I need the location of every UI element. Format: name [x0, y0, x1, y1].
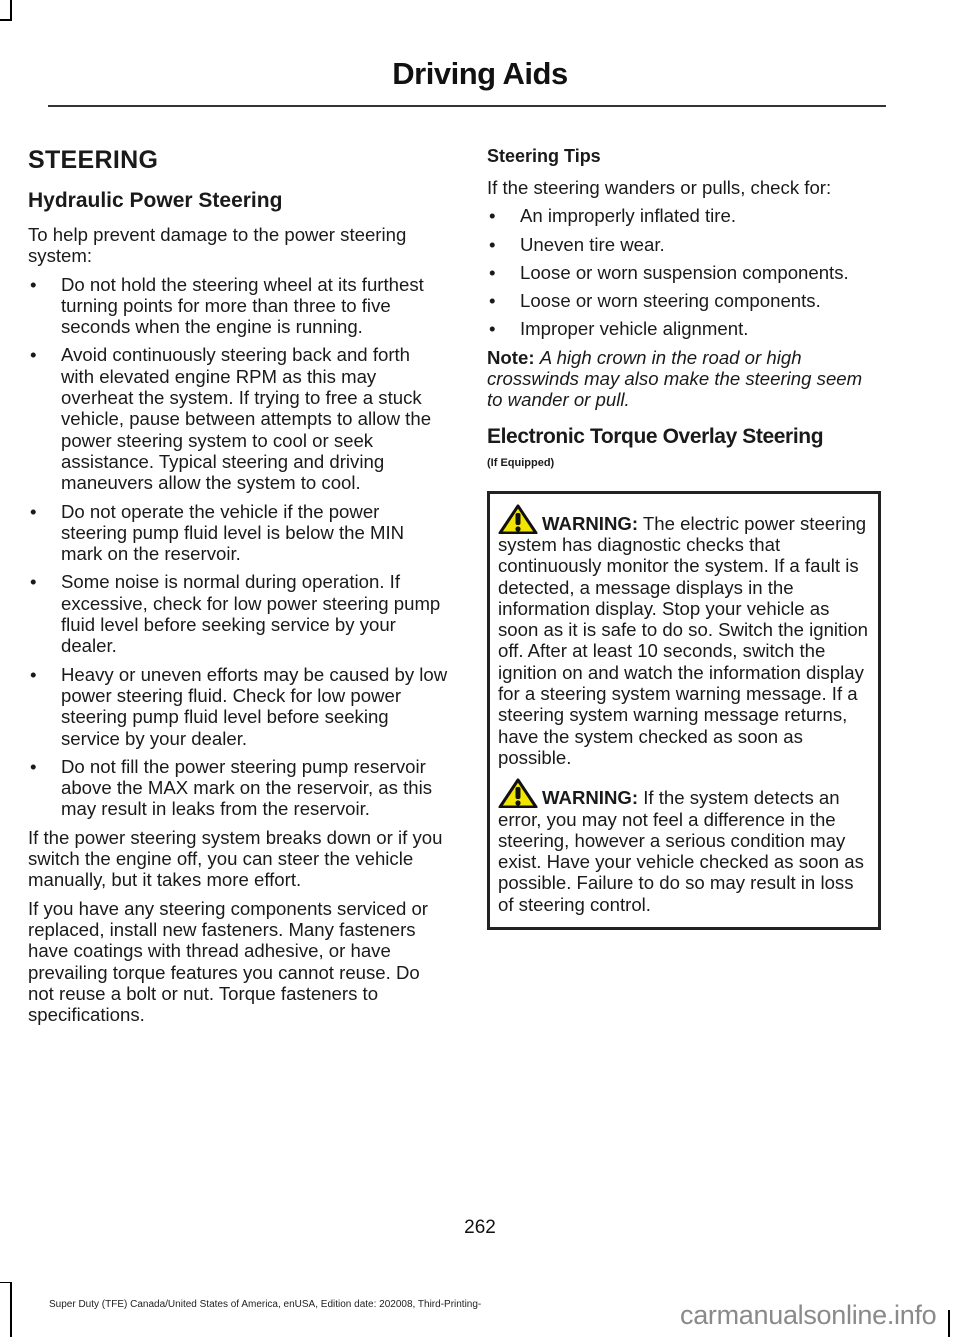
- intro-paragraph: To help prevent damage to the power steering system:: [28, 224, 407, 267]
- warning-label: WARNING:: [542, 512, 639, 534]
- crop-mark: [0, 19, 12, 21]
- warning-text: The electric power steering system has diagnostic checks that continuously monitor the system. If a fault is detected, a message displays in the information display. Stop your vehicle as soon as it is safe to do so. Switch the ignition off. After at least 10 seconds, switch the ignition on and watch the information display for a steering system warning message. If a steering system warning message returns, have the system checked as soon as possible.: [498, 512, 869, 768]
- steering-tips-list: [487, 205, 881, 339]
- bullet-icon: •: [489, 233, 496, 255]
- list-item: • Avoid continuously steering back and forth with elevated engine RPM as this may overheat the system. If trying to free a stuck vehicle, pause between attempts to allow the power steering system to cool or seek assistance. Typical steering and driving maneuvers allow the system to cool.: [30, 344, 432, 494]
- bullet-icon: •: [30, 500, 37, 522]
- page-number: 262: [464, 1217, 496, 1238]
- etos-title: Electronic Torque Overlay Steering: [487, 424, 824, 448]
- bullet-icon: •: [489, 205, 496, 227]
- list-item: • Do not hold the steering wheel at its furthest turning points for more than three to five seconds when the engine is running.: [30, 273, 424, 338]
- note-paragraph: [487, 347, 881, 411]
- body-paragraph: If the power steering system breaks down or if you switch the engine off, you can steer the vehicle manually, but it takes more effort.: [28, 826, 443, 891]
- body-paragraph: If you have any steering components serviced or replaced, install new fasteners. Many fasteners have coatings with thread adhesive, or have prevailing torque features you cannot reuse. Do not reuse a bolt or nut. Torque fasteners to specifications.: [28, 897, 428, 1026]
- etos-subtitle: (If Equipped): [487, 456, 555, 469]
- edition-footer: Super Duty (TFE) Canada/United States of America, enUSA, Edition date: 202008, Third-Printing-: [49, 1299, 482, 1310]
- list-item: • Do not operate the vehicle if the power steering pump fluid level is below the MIN mark on the reservoir.: [30, 500, 405, 565]
- bullet-icon: •: [30, 755, 37, 777]
- warning-triangle-icon: [498, 778, 540, 808]
- right-column: [487, 146, 881, 930]
- bullet-icon: •: [30, 273, 37, 295]
- warning-box: [487, 491, 881, 930]
- steering-tips-title: Steering Tips: [487, 146, 601, 166]
- section-title: STEERING: [28, 146, 159, 174]
- bullet-icon: •: [30, 571, 37, 593]
- warning-triangle-icon: [498, 504, 540, 534]
- list-item: • Heavy or uneven efforts may be caused by low power steering fluid. Check for low power steering pump fluid level before seeking service by your dealer.: [30, 663, 448, 749]
- crop-mark: [948, 1310, 950, 1337]
- warning-label: WARNING:: [542, 787, 639, 809]
- page-header-title: Driving Aids: [392, 56, 568, 91]
- warning-paragraph: [498, 504, 870, 769]
- steering-tips-intro: If the steering wanders or pulls, check for:: [487, 177, 832, 198]
- bullet-icon: •: [489, 290, 496, 312]
- list-item: • Some noise is normal during operation. If excessive, check for low power steering pump fluid level before seeking service by your dealer.: [30, 571, 441, 657]
- bullet-icon: •: [30, 663, 37, 685]
- list-item: • Do not fill the power steering pump reservoir above the MAX mark on the reservoir, as this may result in leaks from the reservoir.: [30, 755, 433, 820]
- list-item: • Uneven tire wear.: [489, 233, 665, 255]
- precaution-list: [28, 274, 448, 820]
- list-item: • Improper vehicle alignment.: [489, 318, 749, 340]
- note-label: Note:: [487, 346, 535, 368]
- bullet-icon: •: [489, 318, 496, 340]
- watermark-link[interactable]: carmanualsonline.info: [680, 1300, 937, 1330]
- warning-text: If the system detects an error, you may not feel a difference in the steering, however a serious condition may exist. Have your vehicle checked as soon as possible. Failure to do so may result in loss of steering control.: [498, 787, 864, 915]
- list-item: • An improperly inflated tire.: [489, 205, 736, 227]
- list-item: • Loose or worn suspension components.: [489, 261, 849, 283]
- subsection-title: Hydraulic Power Steering: [28, 189, 283, 212]
- left-column: [28, 146, 448, 1032]
- crop-mark: [0, 1282, 12, 1283]
- bullet-icon: •: [489, 261, 496, 283]
- crop-mark: [10, 0, 12, 20]
- list-item: • Loose or worn steering components.: [489, 290, 821, 312]
- header-divider: [48, 105, 886, 107]
- warning-paragraph: [498, 778, 870, 915]
- crop-mark: [10, 1282, 12, 1337]
- bullet-icon: •: [30, 344, 37, 366]
- note-text: A high crown in the road or high crosswinds may also make the steering seem to wander or pull.: [487, 346, 863, 411]
